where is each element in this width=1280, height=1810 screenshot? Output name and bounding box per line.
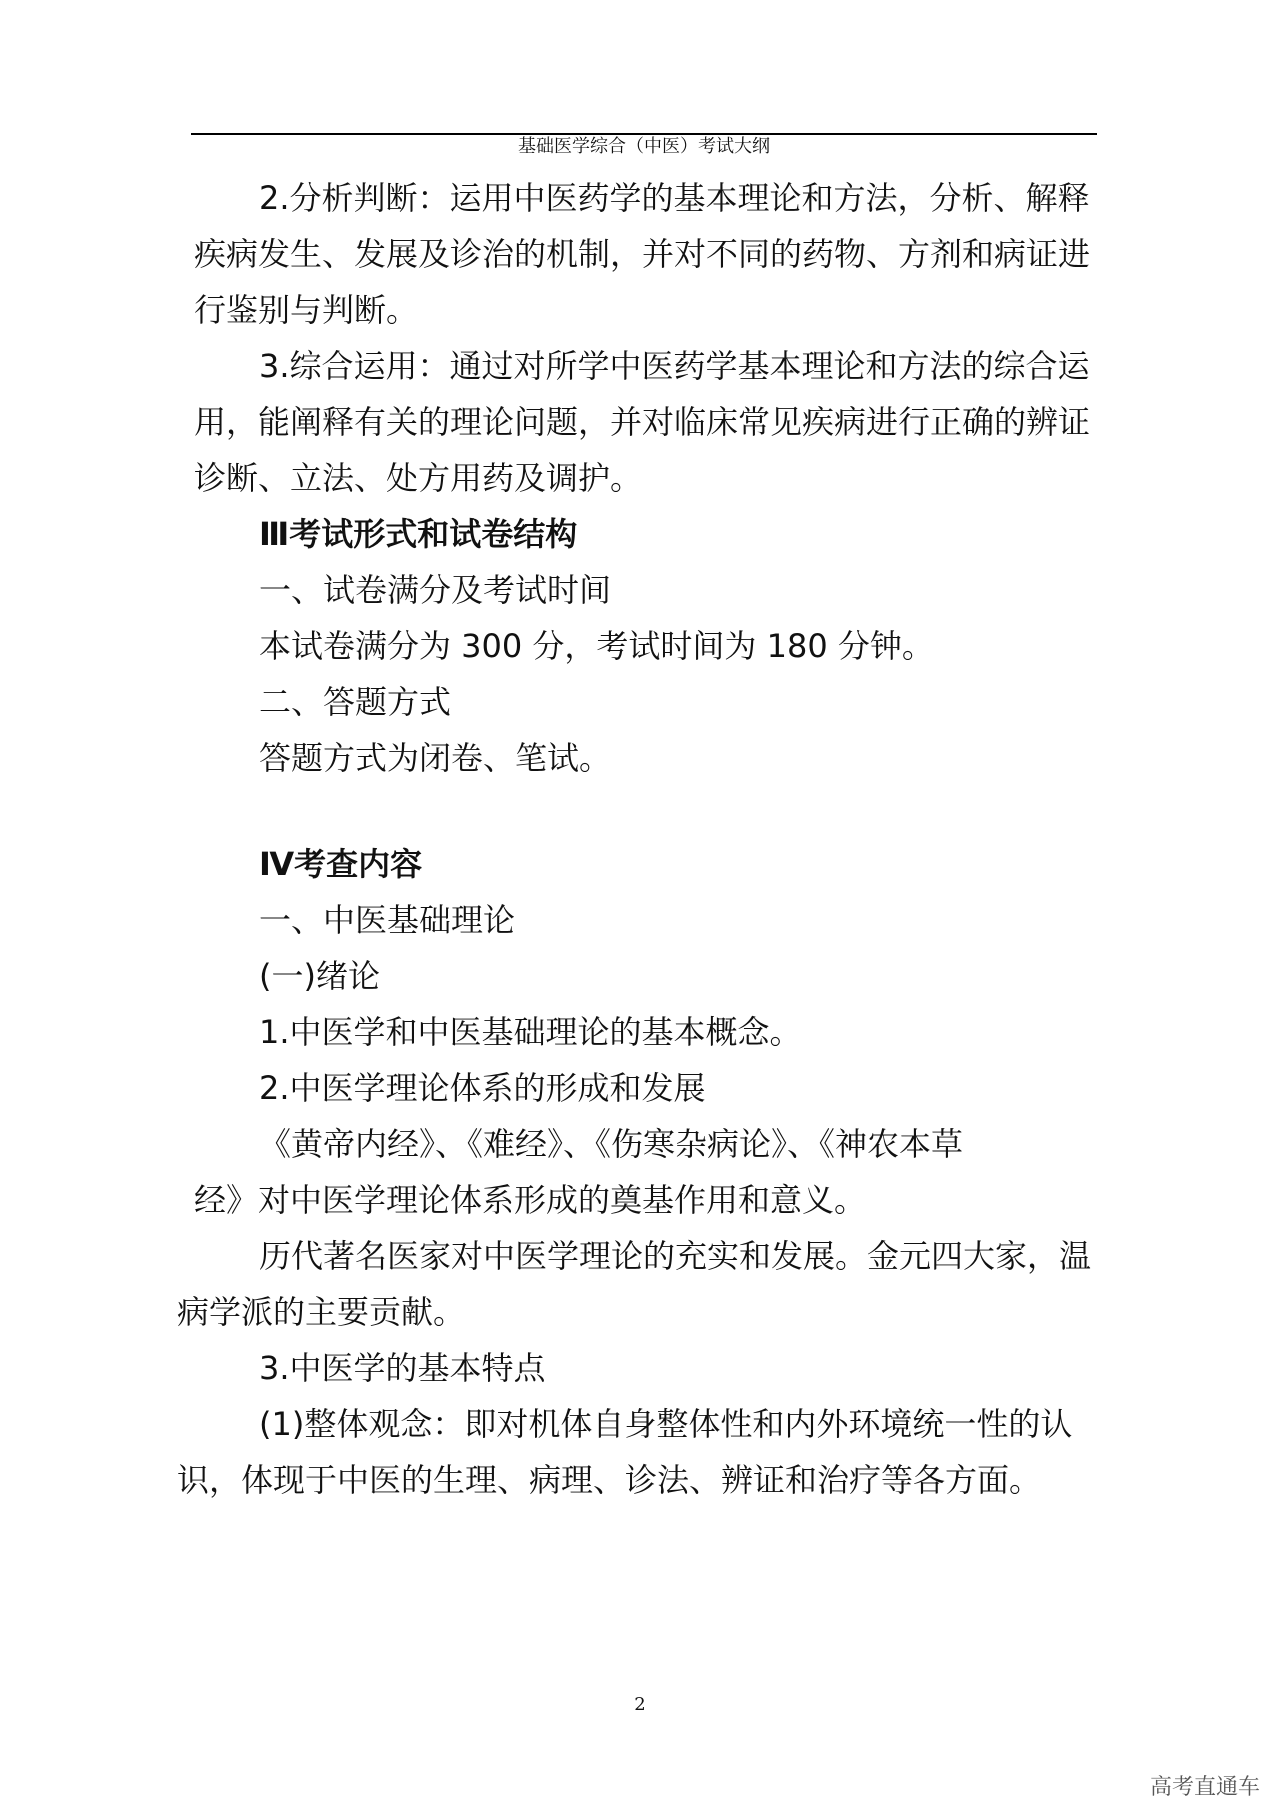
subsection-heading: 一、中医基础理论 <box>259 901 516 939</box>
text-line: 2.中医学理论体系的形成和发展 <box>259 1069 706 1107</box>
text-line: 1.中医学和中医基础理论的基本概念。 <box>259 1013 802 1051</box>
subsection-heading: (一)绪论 <box>259 957 380 995</box>
watermark: 高考直通车 <box>1149 1775 1260 1800</box>
header-title: 基础医学综合（中医）考试大纲 <box>518 136 770 157</box>
text-line: (1)整体观念：即对机体自身整体性和内外环境统一性的认 <box>259 1405 1073 1443</box>
text-line: 行鉴别与判断。 <box>194 291 419 329</box>
text-line: 用，能阐释有关的理论问题，并对临床常见疾病进行正确的辨证 <box>194 403 1091 441</box>
text-line: 3.中医学的基本特点 <box>259 1349 546 1387</box>
text-line: 病学派的主要贡献。 <box>177 1293 466 1331</box>
section-heading: Ⅳ考查内容 <box>259 845 423 883</box>
text-line: 答题方式为闭卷、笔试。 <box>259 739 612 777</box>
text-line: 诊断、立法、处方用药及调护。 <box>194 459 643 497</box>
text-line: 《黄帝内经》、《难经》、《伤寒杂病论》、《神农本草 <box>259 1125 964 1163</box>
header-rule <box>191 133 1097 135</box>
page-number: 2 <box>634 1694 646 1715</box>
text-line: 识，体现于中医的生理、病理、诊法、辨证和治疗等各方面。 <box>177 1461 1042 1499</box>
text-line: 疾病发生、发展及诊治的机制，并对不同的药物、方剂和病证进 <box>194 235 1091 273</box>
subsection-heading: 一、试卷满分及考试时间 <box>259 571 612 609</box>
section-heading: Ⅲ考试形式和试卷结构 <box>259 515 578 553</box>
text-line: 3.综合运用：通过对所学中医药学基本理论和方法的综合运 <box>259 347 1090 385</box>
text-line: 本试卷满分为 300 分，考试时间为 180 分钟。 <box>259 627 934 665</box>
text-line: 历代著名医家对中医学理论的充实和发展。金元四大家，温 <box>259 1237 1092 1275</box>
text-line: 经》对中医学理论体系形成的奠基作用和意义。 <box>194 1181 867 1219</box>
subsection-heading: 二、答题方式 <box>259 683 452 721</box>
text-line: 2.分析判断：运用中医药学的基本理论和方法，分析、解释 <box>259 179 1090 217</box>
